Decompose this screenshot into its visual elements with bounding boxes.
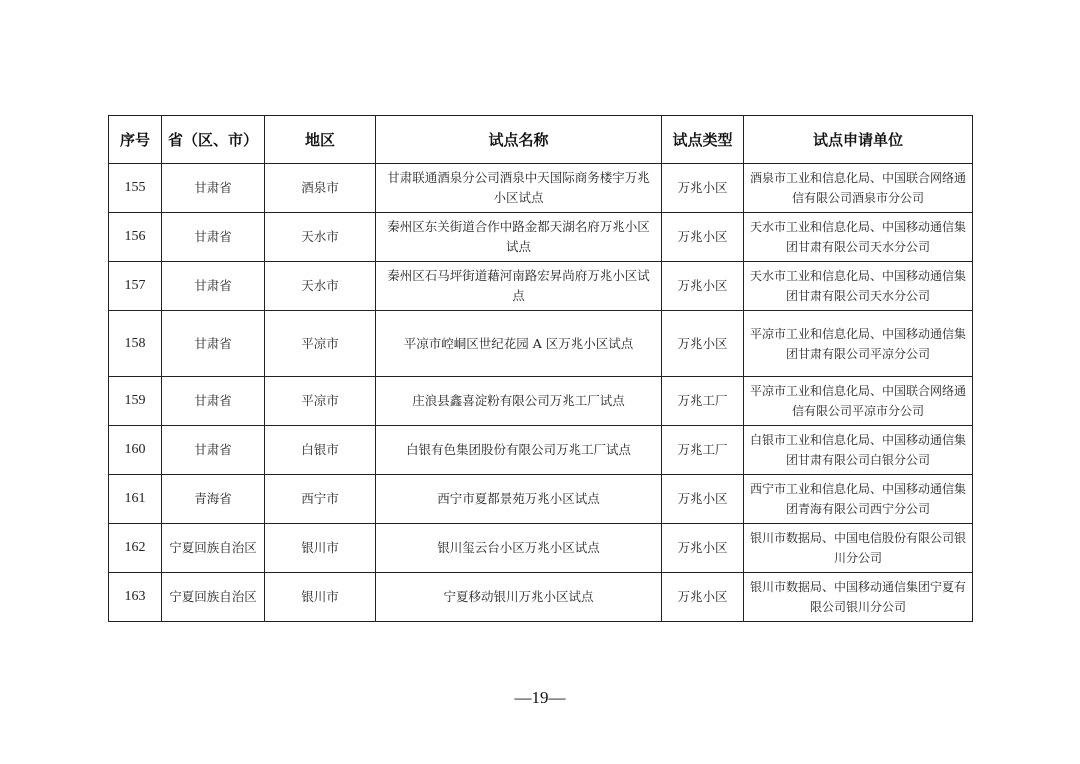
cell-region: 天水市 <box>265 262 376 311</box>
header-region: 地区 <box>265 116 376 164</box>
cell-region: 银川市 <box>265 524 376 573</box>
cell-pilot-type: 万兆小区 <box>662 164 744 213</box>
cell-province: 甘肃省 <box>162 262 265 311</box>
cell-province: 甘肃省 <box>162 377 265 426</box>
cell-applicant-unit: 平凉市工业和信息化局、中国移动通信集团甘肃有限公司平凉分公司 <box>744 311 973 377</box>
table-row <box>109 377 973 426</box>
cell-region: 酒泉市 <box>265 164 376 213</box>
table-row <box>109 524 973 573</box>
cell-province: 甘肃省 <box>162 164 265 213</box>
table-row <box>109 573 973 622</box>
cell-applicant-unit: 银川市数据局、中国移动通信集团宁夏有限公司银川分公司 <box>744 573 973 622</box>
cell-region: 天水市 <box>265 213 376 262</box>
cell-pilot-type: 万兆小区 <box>662 311 744 377</box>
cell-applicant-unit: 酒泉市工业和信息化局、中国联合网络通信有限公司酒泉市分公司 <box>744 164 973 213</box>
cell-applicant-unit: 天水市工业和信息化局、中国移动通信集团甘肃有限公司天水分公司 <box>744 213 973 262</box>
cell-pilot-name: 西宁市夏都景苑万兆小区试点 <box>376 475 662 524</box>
table-row <box>109 164 973 213</box>
cell-province: 甘肃省 <box>162 426 265 475</box>
cell-region: 平凉市 <box>265 311 376 377</box>
cell-applicant-unit: 银川市数据局、中国电信股份有限公司银川分公司 <box>744 524 973 573</box>
page-number: —19— <box>514 688 566 707</box>
cell-region: 平凉市 <box>265 377 376 426</box>
header-serial-number: 序号 <box>109 116 162 164</box>
header-pilot-type: 试点类型 <box>662 116 744 164</box>
table-row <box>109 311 973 377</box>
cell-pilot-name: 宁夏移动银川万兆小区试点 <box>376 573 662 622</box>
pilot-list-table <box>108 115 973 622</box>
table-row <box>109 426 973 475</box>
cell-serial-number: 155 <box>109 164 162 213</box>
cell-serial-number: 162 <box>109 524 162 573</box>
table-row <box>109 213 973 262</box>
cell-province: 甘肃省 <box>162 213 265 262</box>
cell-pilot-name: 秦州区东关街道合作中路金都天湖名府万兆小区试点 <box>376 213 662 262</box>
cell-region: 白银市 <box>265 426 376 475</box>
cell-pilot-type: 万兆小区 <box>662 475 744 524</box>
cell-region: 银川市 <box>265 573 376 622</box>
table-header-row <box>109 116 973 164</box>
cell-serial-number: 161 <box>109 475 162 524</box>
cell-pilot-type: 万兆工厂 <box>662 426 744 475</box>
header-applicant-unit: 试点申请单位 <box>744 116 973 164</box>
cell-pilot-name: 平凉市崆峒区世纪花园 A 区万兆小区试点 <box>376 311 662 377</box>
cell-pilot-type: 万兆小区 <box>662 262 744 311</box>
cell-pilot-name: 甘肃联通酒泉分公司酒泉中天国际商务楼宇万兆小区试点 <box>376 164 662 213</box>
table-row <box>109 475 973 524</box>
cell-applicant-unit: 天水市工业和信息化局、中国移动通信集团甘肃有限公司天水分公司 <box>744 262 973 311</box>
cell-pilot-type: 万兆小区 <box>662 573 744 622</box>
cell-serial-number: 156 <box>109 213 162 262</box>
cell-pilot-type: 万兆小区 <box>662 213 744 262</box>
table-row <box>109 262 973 311</box>
header-pilot-name: 试点名称 <box>376 116 662 164</box>
cell-serial-number: 159 <box>109 377 162 426</box>
cell-serial-number: 158 <box>109 311 162 377</box>
cell-serial-number: 163 <box>109 573 162 622</box>
cell-pilot-name: 秦州区石马坪街道藉河南路宏昇尚府万兆小区试点 <box>376 262 662 311</box>
cell-province: 宁夏回族自治区 <box>162 573 265 622</box>
cell-pilot-type: 万兆工厂 <box>662 377 744 426</box>
cell-pilot-name: 庄浪县鑫喜淀粉有限公司万兆工厂试点 <box>376 377 662 426</box>
cell-province: 甘肃省 <box>162 311 265 377</box>
cell-serial-number: 157 <box>109 262 162 311</box>
cell-province: 青海省 <box>162 475 265 524</box>
cell-pilot-name: 白银有色集团股份有限公司万兆工厂试点 <box>376 426 662 475</box>
cell-serial-number: 160 <box>109 426 162 475</box>
cell-applicant-unit: 白银市工业和信息化局、中国移动通信集团甘肃有限公司白银分公司 <box>744 426 973 475</box>
cell-region: 西宁市 <box>265 475 376 524</box>
cell-province: 宁夏回族自治区 <box>162 524 265 573</box>
cell-applicant-unit: 平凉市工业和信息化局、中国联合网络通信有限公司平凉市分公司 <box>744 377 973 426</box>
header-province: 省（区、市） <box>162 116 265 164</box>
cell-pilot-type: 万兆小区 <box>662 524 744 573</box>
cell-applicant-unit: 西宁市工业和信息化局、中国移动通信集团青海有限公司西宁分公司 <box>744 475 973 524</box>
cell-pilot-name: 银川玺云台小区万兆小区试点 <box>376 524 662 573</box>
